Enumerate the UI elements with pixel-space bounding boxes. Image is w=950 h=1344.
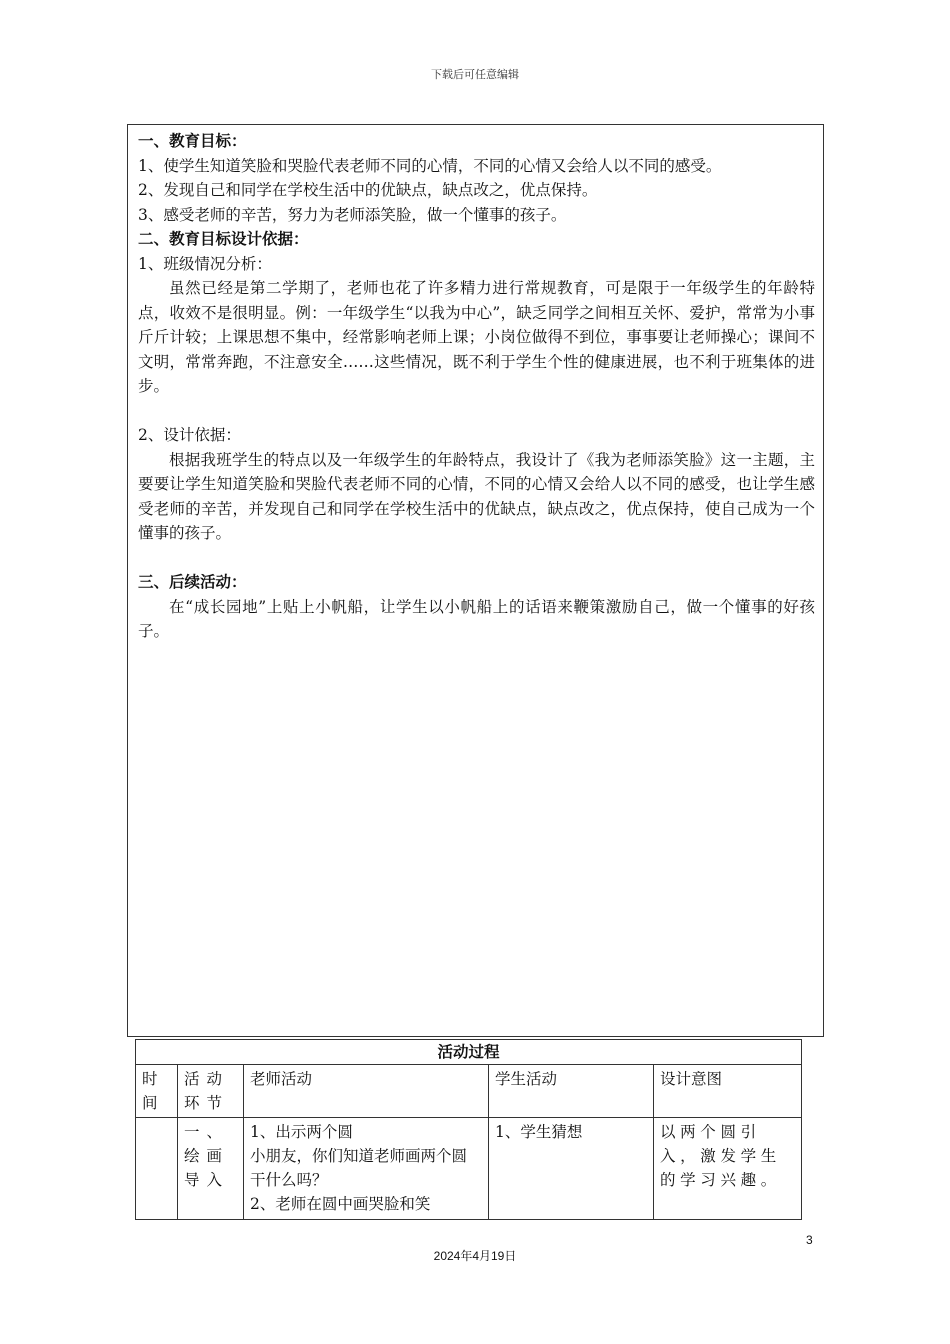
design-basis-heading: 2、设计依据： <box>138 426 241 444</box>
header-stage: 活动环节 <box>178 1065 244 1118</box>
class-analysis-paragraph: 虽然已经是第二学期了，老师也花了许多精力进行常规教育，可是限于一年级学生的年龄特点，收效不是很明显。例：一年级学生“以我为中心”，缺乏同学之间相互关怀、爱护，常常为小事斤斤计较；上课思想不集中，经常影响老师上课；小岗位做得不到位，事事要让老师操心；课间不文明，常常奔跑，不注意安全……这些情况，既不利于学生个性的健康进展，也不利于班集体的进步。 <box>138 279 815 395</box>
row1-design-intent: 以两个圆引入，激发学生的学习兴趣。 <box>654 1118 802 1220</box>
section2-title: 二、教育目标设计依据： <box>138 229 309 248</box>
goal-item-2: 2、发现自己和同学在学校生活中的优缺点，缺点改之，优点保持。 <box>138 181 598 199</box>
footer-date: 2024年4月19日 <box>433 1249 517 1263</box>
activity-process-table <box>135 1039 802 1220</box>
row1-student-activity: 1、学生猜想 <box>489 1118 654 1220</box>
activity-table-title: 活动过程 <box>136 1040 802 1065</box>
row1-time <box>136 1118 178 1220</box>
design-basis-paragraph: 根据我班学生的特点以及一年级学生的年龄特点，我设计了《我为老师添笑脸》这一主题，主要要让学生知道笑脸和哭脸代表老师不同的心情，不同的心情又会给人以不同的感受，也让学生感受老师的辛苦，并发现自己和同学在学校生活中的优缺点，缺点改之，优点保持，使自己成为一个懂事的孩子。 <box>138 450 815 542</box>
row1-stage: 一、绘画导入 <box>178 1118 244 1220</box>
plan-content-box <box>127 124 824 1037</box>
header-student-activity: 学生活动 <box>489 1065 654 1118</box>
row1-teacher-activity: 1、出示两个圆 小朋友，你们知道老师画两个圆干什么吗？ 2、老师在圆中画哭脸和笑 <box>244 1118 489 1220</box>
followup-paragraph: 在“成长园地”上贴上小帆船，让学生以小帆船上的话语来鞭策激励自己，做一个懂事的好孩子。 <box>138 597 815 640</box>
header-teacher-activity: 老师活动 <box>244 1065 489 1118</box>
section1-title: 一、教育目标： <box>138 131 247 150</box>
header-time: 时间 <box>136 1065 178 1118</box>
page-number: 3 <box>806 1233 813 1247</box>
goal-item-3: 3、感受老师的辛苦，努力为老师添笑脸，做一个懂事的孩子。 <box>138 205 567 224</box>
header-design-intent: 设计意图 <box>654 1065 802 1118</box>
class-analysis-heading: 1、班级情况分析： <box>138 254 272 273</box>
section3-title: 三、后续活动： <box>138 572 247 591</box>
goal-item-1: 1、使学生知道笑脸和哭脸代表老师不同的心情，不同的心情又会给人以不同的感受。 <box>138 156 722 175</box>
header-note: 下载后可任意编辑 <box>431 69 519 81</box>
